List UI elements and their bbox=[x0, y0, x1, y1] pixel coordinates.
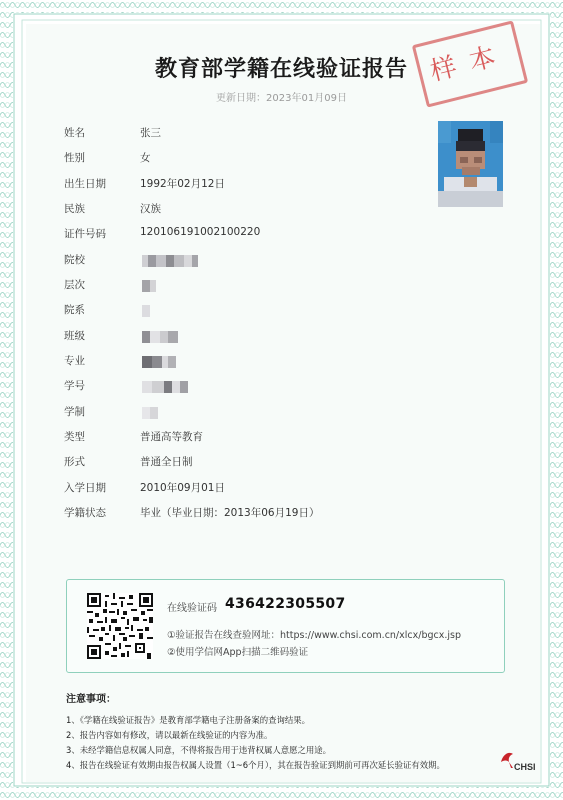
student-photo bbox=[438, 121, 503, 207]
report-title: 教育部学籍在线验证报告 bbox=[154, 57, 408, 82]
redacted-value bbox=[142, 381, 188, 393]
redacted-value bbox=[142, 280, 156, 292]
redacted-value bbox=[142, 407, 158, 419]
note-item: 4、报告在线验证有效期由报告权属人设置（1~6个月），其在报告验证到期前可再次延长验证有效期。 bbox=[66, 760, 445, 770]
sample-stamp: 样本 bbox=[412, 20, 528, 107]
note-item: 2、报告内容如有修改，请以最新在线验证的内容为准。 bbox=[66, 730, 273, 740]
note-item: 1、《学籍在线验证报告》是教育部学籍电子注册备案的查询结果。 bbox=[66, 715, 311, 725]
chsi-logo bbox=[498, 748, 542, 774]
redacted-value bbox=[142, 305, 150, 317]
redacted-value bbox=[142, 356, 176, 368]
redacted-value bbox=[142, 255, 198, 267]
verification-panel bbox=[66, 579, 505, 673]
qr-code[interactable] bbox=[87, 593, 153, 659]
chsi-bird-icon bbox=[498, 748, 542, 774]
verification-code: 436422305507 bbox=[225, 596, 346, 612]
update-date: 更新日期：2023年01月09日 bbox=[216, 93, 347, 104]
notes-title: 注意事项： bbox=[66, 694, 116, 705]
note-item: 3、未经学籍信息权属人同意，不得将报告用于违背权属人意愿之用途。 bbox=[66, 745, 331, 755]
svg-text:CHSI: CHSI bbox=[514, 762, 536, 772]
verification-code-label: 在线验证码 bbox=[167, 603, 217, 614]
verification-app-line: ②使用学信网App扫描二维码验证 bbox=[167, 647, 309, 658]
verification-url-line: ①验证报告在线查验网址：https://www.chsi.com.cn/xlcx/bgcx.jsp bbox=[167, 630, 461, 641]
redacted-value bbox=[142, 331, 178, 343]
